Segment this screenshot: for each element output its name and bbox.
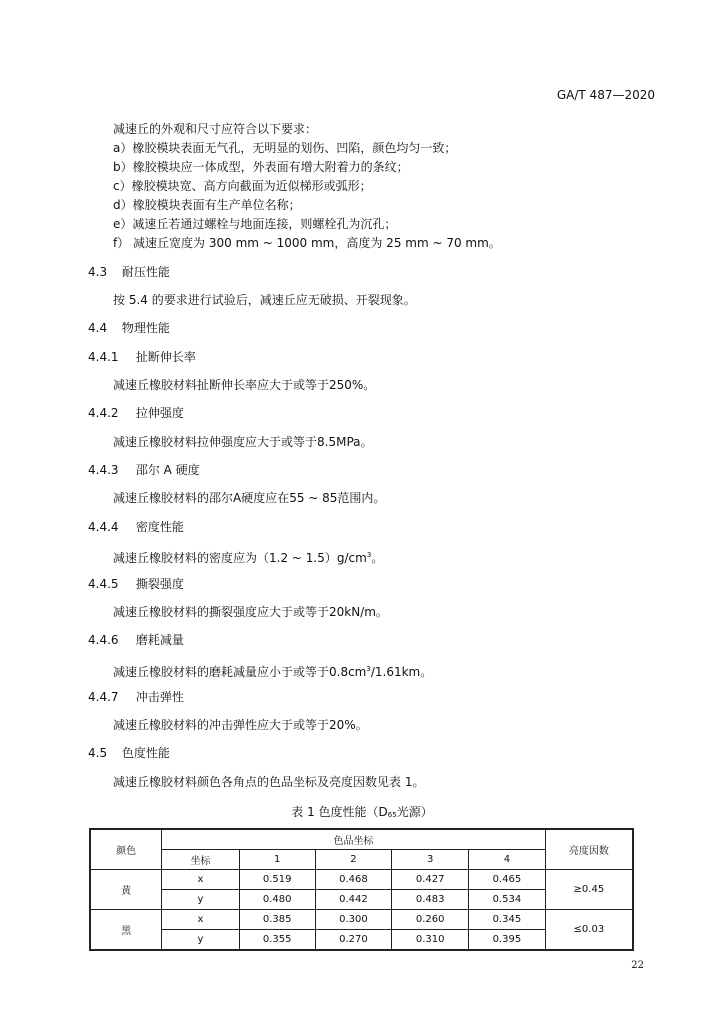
table-row bbox=[90, 829, 633, 850]
color-cell: 黑 bbox=[90, 910, 162, 951]
section-body: 减速丘橡胶材料颜色各角点的色品坐标及亮度因数见表 1。 bbox=[113, 775, 425, 789]
subsection-heading bbox=[88, 632, 184, 648]
section-title: 扯断伸长率 bbox=[135, 350, 196, 364]
axis-cell: y bbox=[162, 890, 240, 910]
header-point: 1 bbox=[239, 850, 315, 870]
intro-text: 减速丘的外观和尺寸应符合以下要求： bbox=[113, 122, 318, 136]
section-number: 4.4.7 bbox=[88, 690, 119, 704]
section-number: 4.4.2 bbox=[88, 406, 119, 420]
section-title: 撕裂强度 bbox=[135, 577, 184, 591]
section-number: 4.3 bbox=[88, 265, 108, 279]
section-number: 4.4.6 bbox=[88, 633, 119, 647]
subsection-heading bbox=[88, 349, 196, 365]
value-cell: 0.519 bbox=[239, 870, 315, 890]
value-cell: 0.355 bbox=[239, 930, 315, 951]
value-cell: 0.483 bbox=[392, 890, 469, 910]
value-cell: 0.310 bbox=[392, 930, 469, 951]
value-cell: 0.270 bbox=[315, 930, 392, 951]
value-cell: 0.468 bbox=[315, 870, 392, 890]
section-body: 减速丘橡胶材料拉伸强度应大于或等于8.5MPa。 bbox=[113, 435, 373, 449]
header-point: 2 bbox=[315, 850, 392, 870]
color-cell: 黄 bbox=[90, 870, 162, 910]
section-title: 磨耗减量 bbox=[135, 633, 184, 647]
section-number: 4.5 bbox=[88, 746, 108, 760]
header-point: 3 bbox=[392, 850, 469, 870]
section-body: 减速丘橡胶材料的冲击弹性应大于或等于20%。 bbox=[113, 718, 368, 732]
subsection-heading bbox=[88, 576, 184, 592]
value-cell: 0.442 bbox=[315, 890, 392, 910]
value-cell: 0.427 bbox=[392, 870, 469, 890]
list-item: f） 减速丘宽度为 300 mm ~ 1000 mm，高度为 25 mm ~ 70 mm。 bbox=[113, 236, 501, 250]
section-body: 减速丘橡胶材料的撕裂强度应大于或等于20kN/m。 bbox=[113, 605, 388, 619]
subsection-heading bbox=[88, 462, 200, 478]
list-item: a）橡胶模块表面无气孔，无明显的划伤、凹陷，颜色均匀一致； bbox=[113, 141, 457, 155]
section-heading bbox=[88, 320, 170, 336]
section-title: 密度性能 bbox=[135, 520, 184, 534]
list-item: d）橡胶模块表面有生产单位名称； bbox=[113, 198, 301, 212]
section-title: 耐压性能 bbox=[121, 265, 170, 279]
section-heading bbox=[88, 745, 170, 761]
list-item: c）橡胶模块宽、高方向截面为近似梯形或弧形； bbox=[113, 179, 372, 193]
table-row bbox=[90, 910, 633, 930]
page-number: 22 bbox=[631, 960, 644, 971]
section-title: 色度性能 bbox=[121, 746, 170, 760]
luminance-cell: ≤0.03 bbox=[545, 910, 633, 951]
subsection-heading bbox=[88, 689, 184, 705]
section-title: 冲击弹性 bbox=[135, 690, 184, 704]
section-number: 4.4.4 bbox=[88, 520, 119, 534]
value-cell: 0.345 bbox=[469, 910, 546, 930]
table-caption: 表 1 色度性能（$D_{65}$光源） bbox=[291, 805, 433, 819]
value-cell: 0.260 bbox=[392, 910, 469, 930]
header-coordinate: 坐标 bbox=[162, 850, 240, 870]
chromaticity-table bbox=[89, 828, 634, 951]
value-cell: 0.534 bbox=[469, 890, 546, 910]
section-number: 4.4 bbox=[88, 321, 108, 335]
section-body: 减速丘橡胶材料的磨耗减量应小于或等于$0.8cm^3/1.61km$。 bbox=[113, 665, 433, 679]
value-cell: 0.480 bbox=[239, 890, 315, 910]
section-body: 按 5.4 的要求进行试验后，减速丘应无破损、开裂现象。 bbox=[113, 293, 416, 307]
value-cell: 0.395 bbox=[469, 930, 546, 951]
section-body: 减速丘橡胶材料的密度应为（1.2 ~ $1.5)g/cm^3$。 bbox=[113, 551, 384, 565]
section-body: 减速丘橡胶材料的邵尔A硬度应在55 ~ 85范围内。 bbox=[113, 491, 386, 505]
header-luminance: 亮度因数 bbox=[545, 829, 633, 870]
axis-cell: y bbox=[162, 930, 240, 951]
section-number: 4.4.1 bbox=[88, 350, 119, 364]
value-cell: 0.465 bbox=[469, 870, 546, 890]
list-item: e）减速丘若通过螺栓与地面连接，则螺栓孔为沉孔； bbox=[113, 217, 397, 231]
subsection-heading bbox=[88, 519, 184, 535]
luminance-cell: ≥0.45 bbox=[545, 870, 633, 910]
document-code: GA/T 487—2020 bbox=[556, 88, 655, 102]
section-number: 4.4.5 bbox=[88, 577, 119, 591]
subsection-heading bbox=[88, 405, 184, 421]
section-title: 物理性能 bbox=[121, 321, 170, 335]
header-chromaticity: 色品坐标 bbox=[162, 829, 546, 850]
value-cell: 0.300 bbox=[315, 910, 392, 930]
table-row bbox=[90, 870, 633, 890]
header-color: 颜色 bbox=[90, 829, 162, 870]
header-point: 4 bbox=[469, 850, 546, 870]
list-item: b）橡胶模块应一体成型，外表面有增大附着力的条纹； bbox=[113, 160, 409, 174]
section-number: 4.4.3 bbox=[88, 463, 119, 477]
axis-cell: x bbox=[162, 870, 240, 890]
section-title: 邵尔 A 硬度 bbox=[135, 463, 200, 477]
axis-cell: x bbox=[162, 910, 240, 930]
section-heading bbox=[88, 264, 170, 280]
section-title: 拉伸强度 bbox=[135, 406, 184, 420]
value-cell: 0.385 bbox=[239, 910, 315, 930]
section-body: 减速丘橡胶材料扯断伸长率应大于或等于250%。 bbox=[113, 378, 376, 392]
